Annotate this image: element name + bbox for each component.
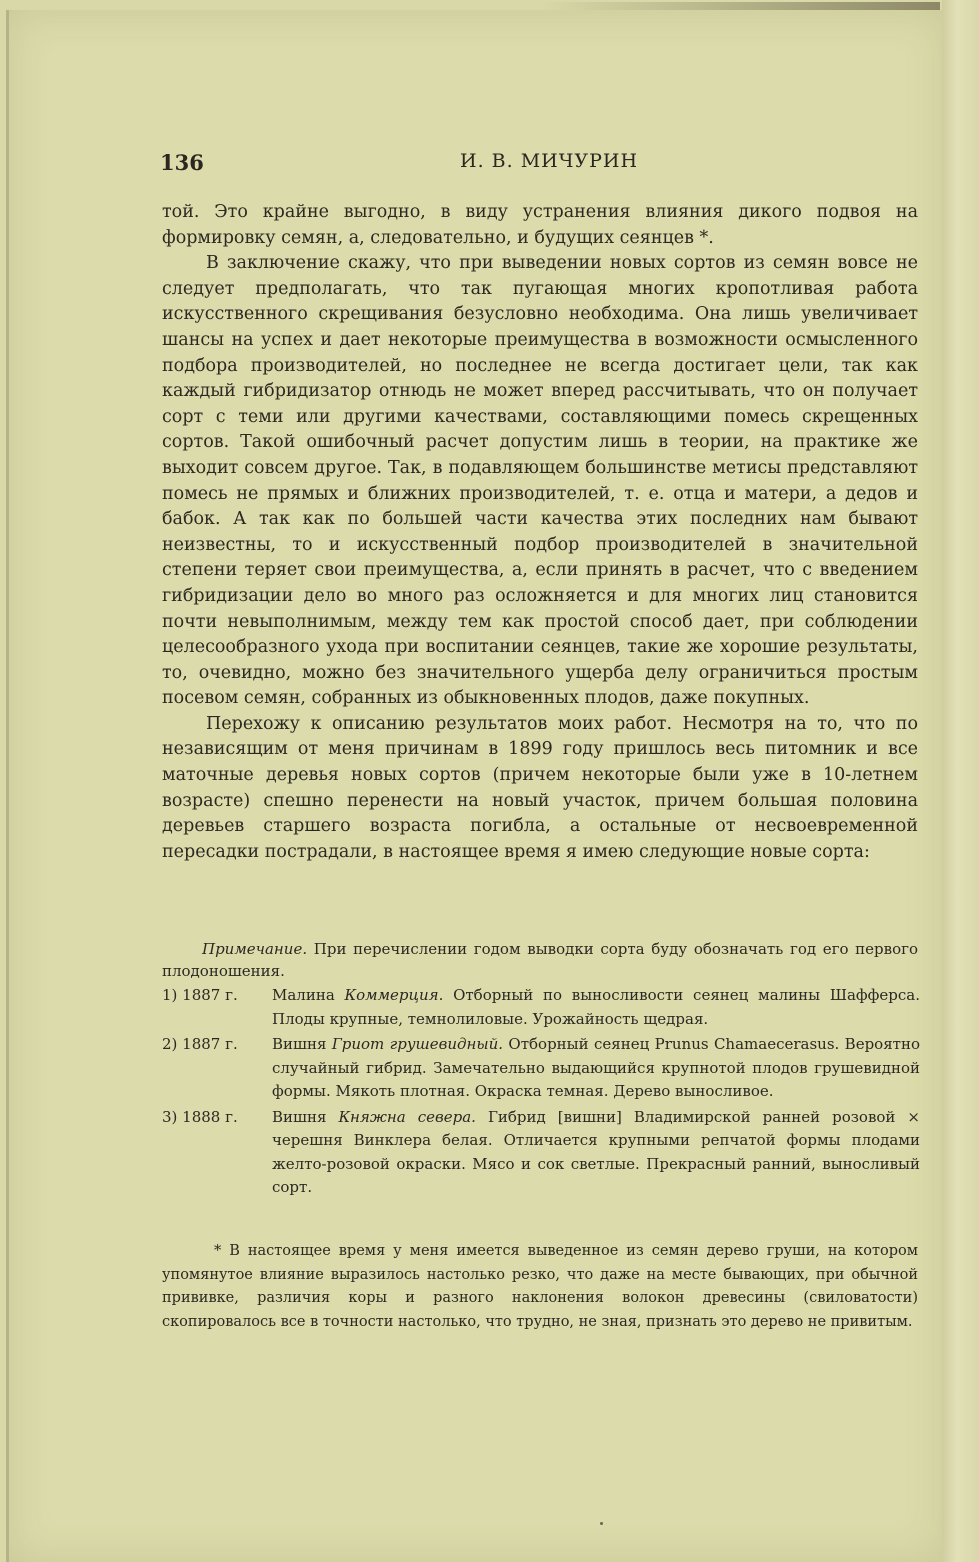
main-text: [162, 200, 918, 865]
note: [162, 938, 918, 982]
paragraph: Перехожу к описанию результатов моих работ. Несмотря на то, что по независящим от меня причинам в 1899 году пришлось весь питомник и все маточные деревья новых сортов (причем некоторые были уже в 10-летнем возрасте) спешно перенести на новый участок, причем большая половина деревьев старшего возраста погибла, а остальные от несвоевременной пересадки пострадали, в настоящее время я имею следующие новые сорта:: [162, 713, 918, 862]
variety-year: 2) 1887 г.: [162, 1035, 238, 1053]
variety-description: Вишня Гриот грушевидный. Отборный сеянец Prunus Chamaecerasus. Вероятно случайный гибрид. Замечательно выдающийся крупнотой плодов грушевидной формы. Мякоть плотная. Окраска темная. Дерево выносливое.: [272, 1035, 920, 1100]
paragraph: той. Это крайне выгодно, в виду устранения влияния дикого подвоя на формировку семян, а, следовательно, и будущих сеянцев *.: [162, 202, 918, 248]
variety-year: 3) 1888 г.: [162, 1107, 238, 1126]
paragraph: В заключение скажу, что при выведении новых сортов из семян вовсе не следует предполагать, что так пугающая многих кропотливая работа искусственного скрещивания безусловно необходима. Она лишь увеличивает шансы на успех и дает некоторые преимущества в возможности осмысленного подбора производителей, но последнее не всегда достигает цели, так как каждый гибридизатор отнюдь не может вперед рассчитывать, что он получает сорт с теми или другими качествами, составляющими помесь скрещенных сортов. Такой ошибочный расчет допустим лишь в теории, на практике же выходит совсем другое. Так, в подавляющем большинстве метисы представляют помесь не прямых и ближних производителей, т. е. отца и матери, а дедов и бабок. А так как по большей части качества этих последних нам бывают неизвестны, то и искусственный подбор производителей в значительной степени теряет свои преимущества, а, если принять в расчет, что с введением гибридизации дело во много раз осложняется и для многих лиц становится почти невыполнимым, между тем как простой способ дает, при соблюдении целесообразного ухода при воспитании сеянцев, такие же хорошие результаты, то, очевидно, можно без значительного ущерба делу ограничиться простым посевом семян, собранных из обыкновенных плодов, даже покупных.: [162, 253, 918, 709]
list-item: [162, 984, 920, 1031]
page-number: 136: [160, 150, 204, 175]
varieties-list: [162, 984, 920, 1202]
variety-name: Гриот грушевидный.: [331, 1035, 504, 1053]
note-title: Примечание.: [202, 940, 308, 958]
page-edge: [942, 0, 979, 1562]
variety-description: Малина Коммерция. Отборный по выносливости сеянец малины Шафферса. Плоды крупные, темнолиловые. Урожайность щедрая.: [272, 986, 920, 1028]
variety-name: Коммерция.: [344, 986, 444, 1004]
list-item: [162, 1106, 920, 1200]
variety-description: Вишня Княжна севера. Гибрид [вишни] Владимирской ранней розовой × черешня Винклера белая. Отличается крупными репчатой формы плодами желто-розовой окраски. Мясо и сок светлые. Прекрасный ранний, выносливый сорт.: [272, 1107, 920, 1196]
variety-year: 1) 1887 г.: [162, 986, 238, 1004]
running-head: И. В. МИЧУРИН: [460, 150, 639, 172]
note-text: При перечислении годом выводки сорта буду обозначать год его первого плодоношения.: [162, 940, 918, 980]
variety-name: Княжна севера.: [338, 1107, 476, 1126]
list-item: [162, 1033, 920, 1104]
page-header: [160, 150, 920, 174]
scan-speck: [600, 1522, 603, 1525]
footnote: * В настоящее время у меня имеется выведенное из семян дерево груши, на котором упомянутое влияние выразилось настолько резко, что даже на месте бывающих, при обычной прививке, различия коры и разного наклонения волокон древесины (свиловатости) скопировалось все в точности настолько, что трудно, не зная, признать это дерево не привитым.: [162, 1243, 918, 1330]
scan-smudge: [540, 2, 940, 10]
